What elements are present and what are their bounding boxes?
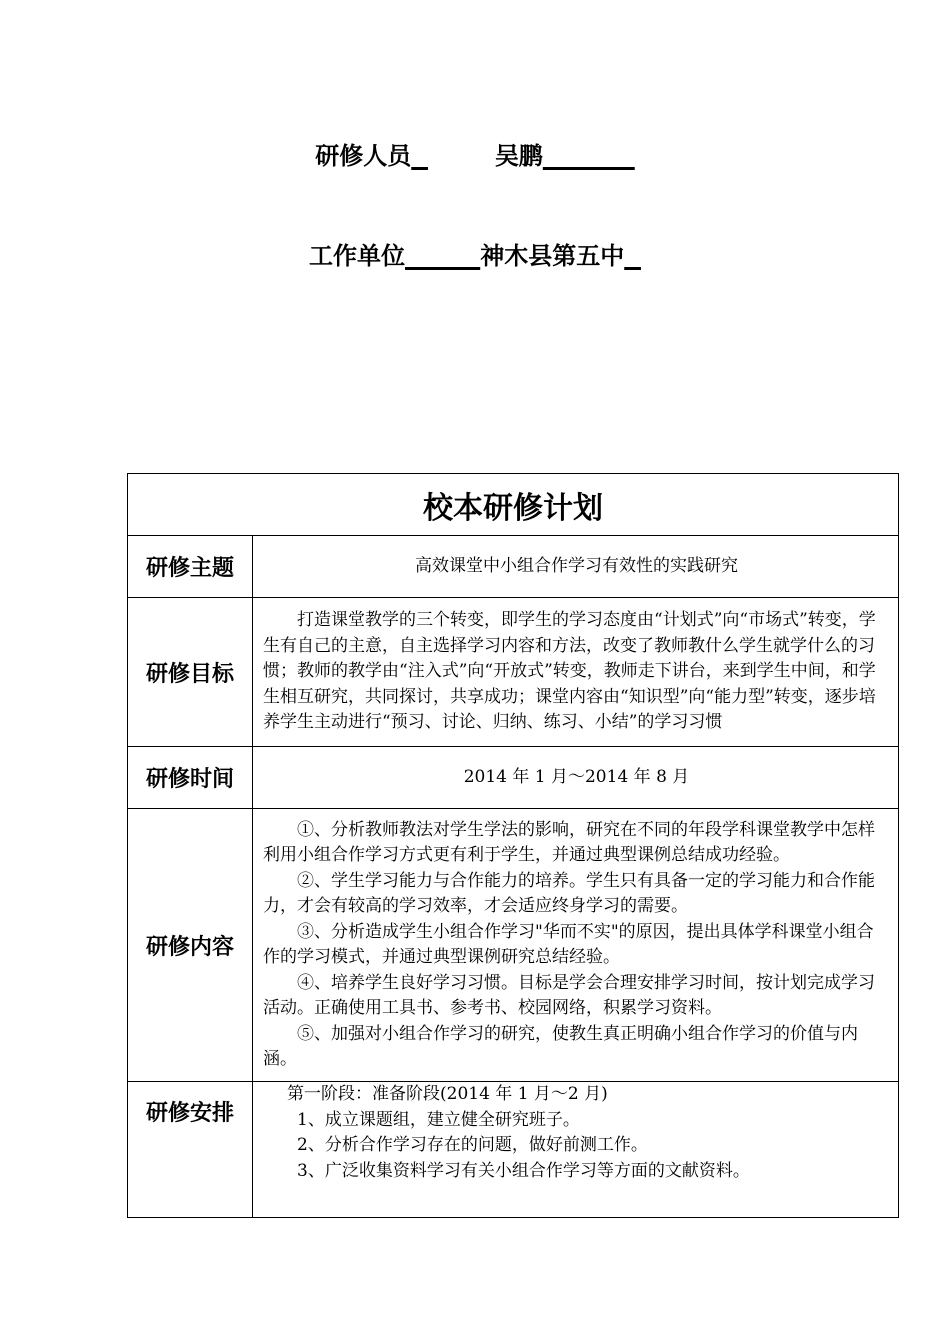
content-item-4: ④、培养学生良好学习习惯。目标是学会合理安排学习时间，按计划完成学习活动。正确使用工具书、参考书、校园网络，积累学习资料。 bbox=[263, 972, 875, 1018]
researcher-label: 研修人员 bbox=[315, 142, 412, 170]
content-item-1: ①、分析教师教法对学生学法的影响，研究在不同的年段学科课堂教学中怎样利用小组合作学习方式更有利于学生，并通过典型课例总结成功经验。 bbox=[263, 819, 875, 865]
schedule-label: 研修安排 bbox=[128, 1082, 253, 1218]
content-label: 研修内容 bbox=[128, 809, 253, 1082]
topic-label: 研修主题 bbox=[128, 536, 253, 598]
work-unit-name: 神木县第五中 bbox=[480, 242, 625, 270]
research-plan-table bbox=[127, 473, 899, 1218]
work-unit-label: 工作单位 bbox=[309, 242, 406, 270]
researcher-line bbox=[0, 136, 950, 171]
content-item-5: ⑤、加强对小组合作学习的研究，使教生真正明确小组合作学习的价值与内涵。 bbox=[263, 1023, 858, 1069]
schedule-value bbox=[253, 1082, 899, 1218]
goal-label: 研修目标 bbox=[128, 598, 253, 747]
researcher-name: 吴鹏 bbox=[494, 142, 543, 170]
content-item-3: ③、分析造成学生小组合作学习"华而不实"的原因，提出具体学科课堂小组合作的学习模式，并通过典型课例研究总结经验。 bbox=[263, 921, 874, 967]
content-value bbox=[253, 809, 899, 1082]
goal-paragraph: 打造课堂教学的三个转变，即学生的学习态度由“计划式”向“市场式”转变，学生有自己的主意，自主选择学习内容和方法，改变了教师教什么学生就学什么的习惯；教师的教学由“注入式”向“开放式”转变，教师走下讲台，来到学生中间，和学生相互研究，共同探讨，共享成功；课堂内容由“知识型”向“能力型”转变，逐步培养学生主动进行“预习、讨论、归纳、练习、小结”的学习习惯 bbox=[263, 610, 876, 733]
schedule-item-2: 2、分析合作学习存在的问题，做好前测工作。 bbox=[297, 1135, 648, 1155]
topic-value: 高效课堂中小组合作学习有效性的实践研究 bbox=[253, 536, 899, 598]
schedule-item-1: 1、成立课题组，建立健全研究班子。 bbox=[297, 1109, 580, 1130]
goal-value bbox=[253, 598, 899, 747]
time-label: 研修时间 bbox=[128, 747, 253, 809]
work-unit-line bbox=[0, 236, 950, 271]
schedule-phase-1: 第一阶段：准备阶段(2014 年 1 月～2 月) bbox=[287, 1084, 608, 1104]
time-value: 2014 年 1 月～2014 年 8 月 bbox=[253, 747, 899, 809]
content-item-2: ②、学生学习能力与合作能力的培养。学生只有具备一定的学习能力和合作能力，才会有较高的学习效率，才会适应终身学习的需要。 bbox=[263, 870, 875, 916]
schedule-item-3: 3、广泛收集资料学习有关小组合作学习等方面的文献资料。 bbox=[297, 1160, 750, 1181]
table-title: 校本研修计划 bbox=[128, 474, 899, 536]
